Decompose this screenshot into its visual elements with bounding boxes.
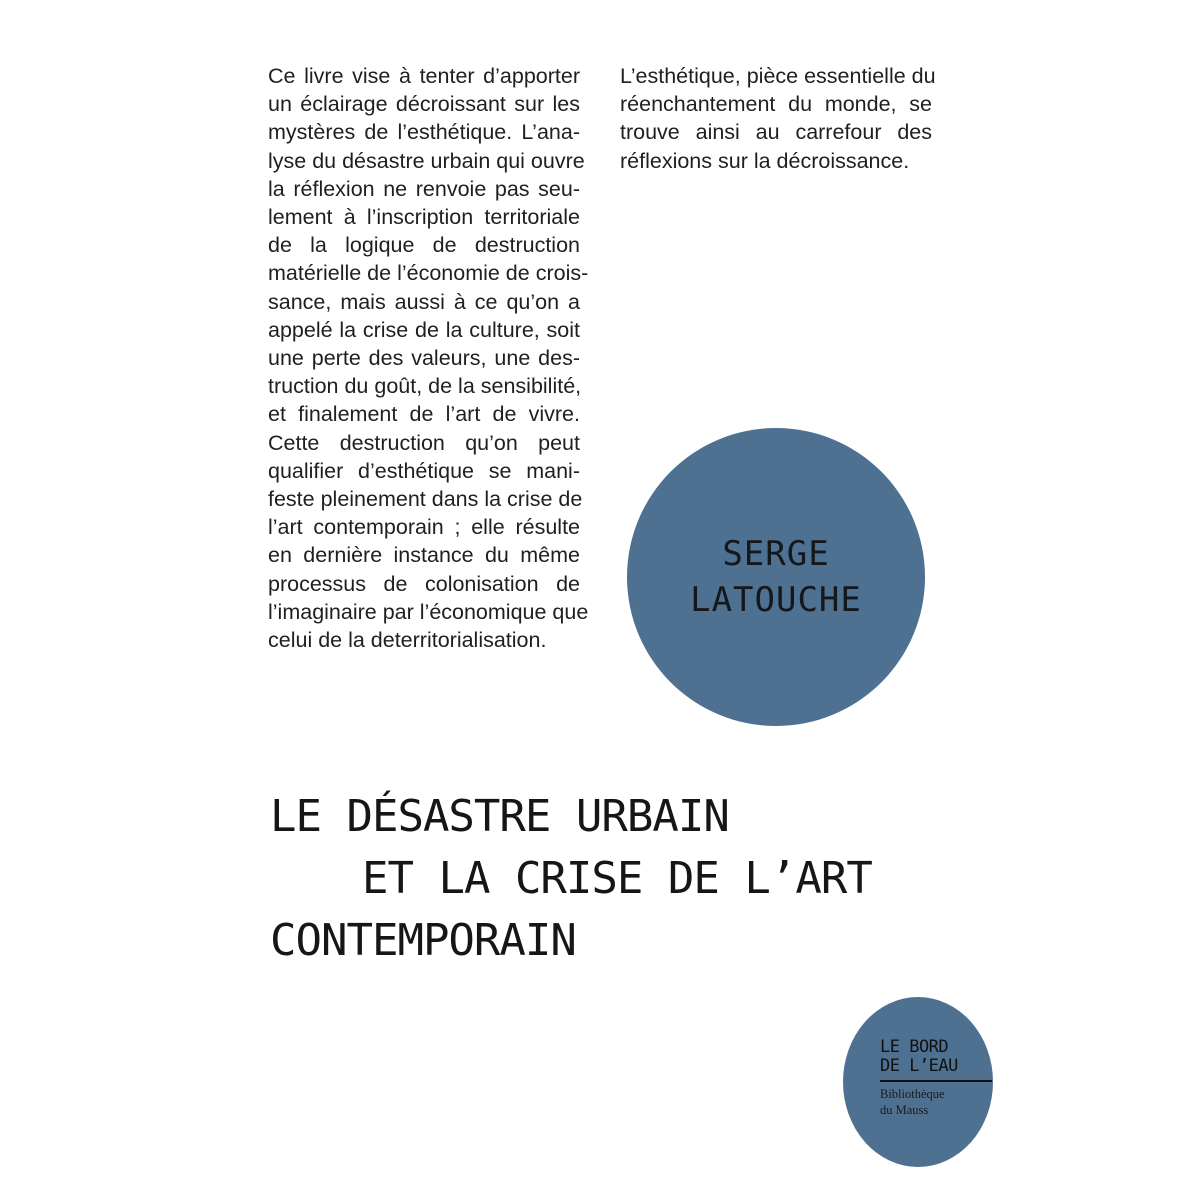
blurb-line: qualifier d’esthétique se mani-: [268, 458, 580, 483]
blurb-line: et finalement de l’art de vivre.: [268, 402, 580, 427]
blurb-line: l’art contemporain ; elle résulte: [268, 515, 580, 540]
publisher-divider: [880, 1080, 992, 1082]
book-title-line: ET LA CRISE DE L’ART: [362, 853, 872, 904]
blurb-line: la réflexion ne renvoie pas seu-: [268, 176, 580, 201]
blurb-line: en dernière instance du même: [268, 543, 580, 568]
blurb-line: lement à l’inscription territoriale: [268, 205, 580, 230]
author-first-name: SERGE: [722, 534, 830, 574]
book-title-line: LE DÉSASTRE URBAIN: [270, 791, 729, 842]
author-last-name: LATOUCHE: [690, 580, 862, 620]
publisher-series-line: du Mauss: [880, 1103, 929, 1117]
publisher-logo: [880, 1038, 992, 1118]
blurb-line: L’esthétique, pièce essentielle du: [620, 64, 936, 88]
blurb-line: trouve ainsi au carrefour des: [620, 120, 932, 145]
publisher-name-line: LE BORD: [880, 1037, 949, 1057]
blurb-line: appelé la crise de la culture, soit: [268, 317, 580, 342]
blurb-line: de la logique de destruction: [268, 233, 580, 258]
blurb-line: lyse du désastre urbain qui ouvre: [268, 148, 585, 173]
blurb-line: Cette destruction qu’on peut: [268, 430, 580, 455]
blurb-line: processus de colonisation de: [268, 571, 580, 596]
blurb-line: truction du goût, de la sensibilité,: [268, 374, 582, 399]
blurb-line: l’imaginaire par l’économique que: [268, 599, 589, 624]
blurb-line: sance, mais aussi à ce qu’on a: [268, 289, 580, 314]
back-blurb-left-column: [268, 62, 589, 654]
publisher-series-line: Bibliothèque: [880, 1087, 945, 1101]
blurb-line: feste pleinement dans la crise de: [268, 487, 583, 512]
blurb-line: celui de la deterritorialisation.: [268, 628, 547, 653]
blurb-line: un éclairage décroissant sur les: [268, 92, 580, 117]
blurb-line: réflexions sur la décroissance.: [620, 148, 910, 173]
blurb-line: une perte des valeurs, une des-: [268, 346, 580, 371]
blurb-line: matérielle de l’économie de crois-: [268, 261, 589, 286]
publisher-name-line: DE L’EAU: [880, 1056, 958, 1076]
book-title: [270, 786, 970, 972]
author-disc: [627, 428, 925, 726]
blurb-line: mystères de l’esthétique. L’ana-: [268, 120, 580, 145]
blurb-line: réenchantement du monde, se: [620, 92, 932, 117]
blurb-line: Ce livre vise à tenter d’apporter: [268, 64, 580, 88]
back-blurb-right-column: [620, 62, 936, 175]
book-title-line: CONTEMPORAIN: [270, 915, 576, 966]
